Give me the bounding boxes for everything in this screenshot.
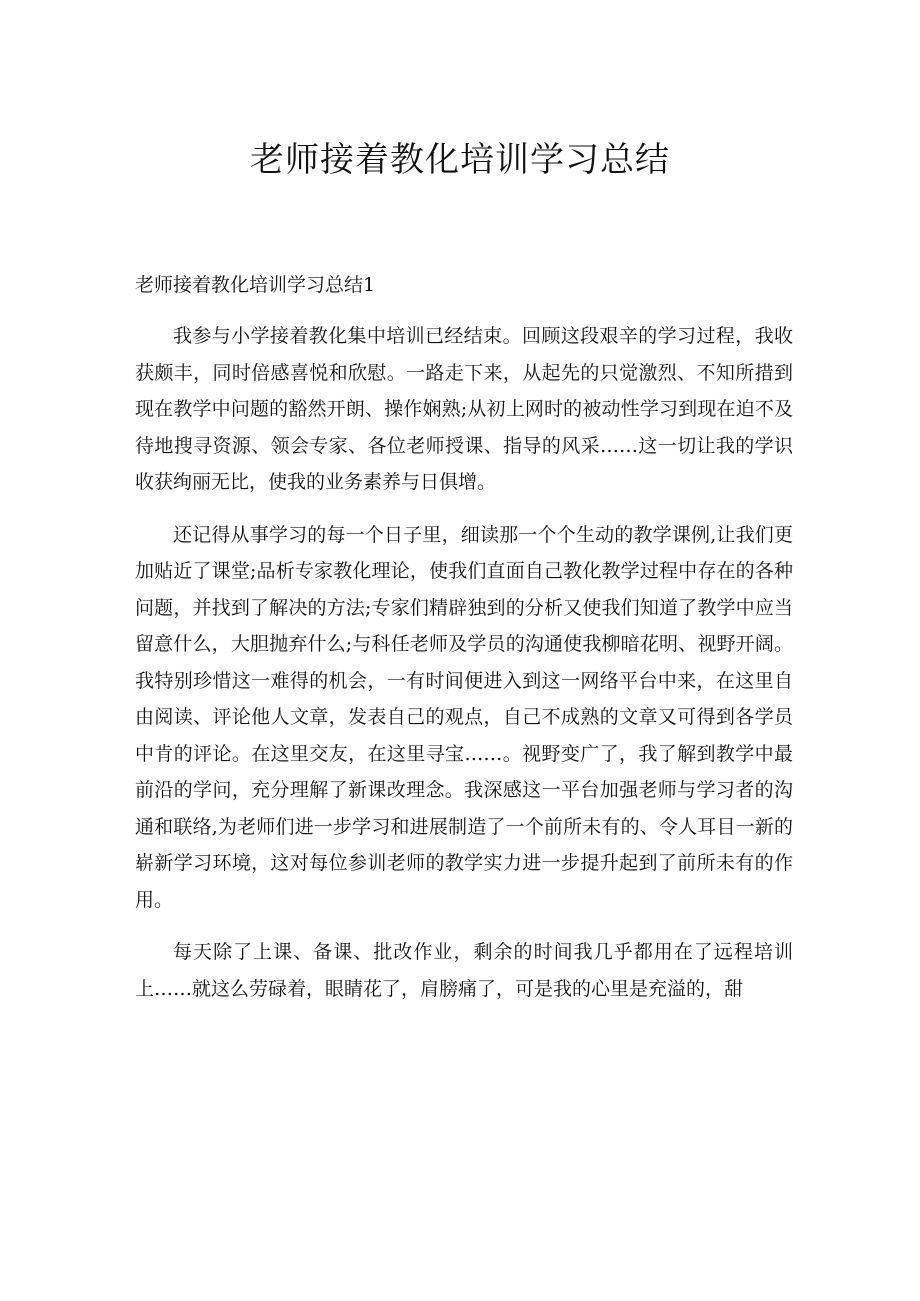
document-title: 老师接着教化培训学习总结: [250, 140, 670, 180]
paragraph: 每天除了上课、备课、批改作业，剩余的时间我几乎都用在了远程培训上……就这么劳碌着，眼睛花了，肩膀痛了，可是我的心里是充溢的，甜: [135, 941, 793, 1000]
section-heading: 老师接着教化培训学习总结1: [135, 274, 376, 296]
paragraph: 还记得从事学习的每一个日子里，细读那一个个生动的教学课例,让我们更加贴近了课堂;品析专家教化理论，使我们直面自己教化教学过程中存在的各种问题，并找到了解决的方法;专家们精辟独到的分析又使我们知道了教学中应当留意什么，大胆抛弃什么;与科任老师及学员的沟通使我柳暗花明、视野开阔。我特别珍惜这一难得的机会，一有时间便进入到这一网络平台中来，在这里自由阅读、评论他人文章，发表自己的观点，自己不成熟的文章又可得到各学员中肯的评论。在这里交友，在这里寻宝……。视野变广了，我了解到教学中最前沿的学问，充分理解了新课改理念。我深感这一平台加强老师与学习者的沟通和联络,为老师们进一步学习和进展制造了一个前所未有的、令人耳目一新的崭新学习环境，这对每位参训老师的教学实力进一步提升起到了前所未有的作用。: [135, 523, 793, 911]
paragraph: 我参与小学接着教化集中培训已经结束。回顾这段艰辛的学习过程，我收获颇丰，同时倍感喜悦和欣慰。一路走下来，从起先的只觉激烈、不知所措到现在教学中问题的豁然开朗、操作娴熟;从初上网时的被动性学习到现在迫不及待地搜寻资源、领会专家、各位老师授课、指导的风采……这一切让我的学识收获绚丽无比，使我的业务素养与日俱增。: [135, 325, 793, 493]
document-body: [135, 318, 793, 1023]
